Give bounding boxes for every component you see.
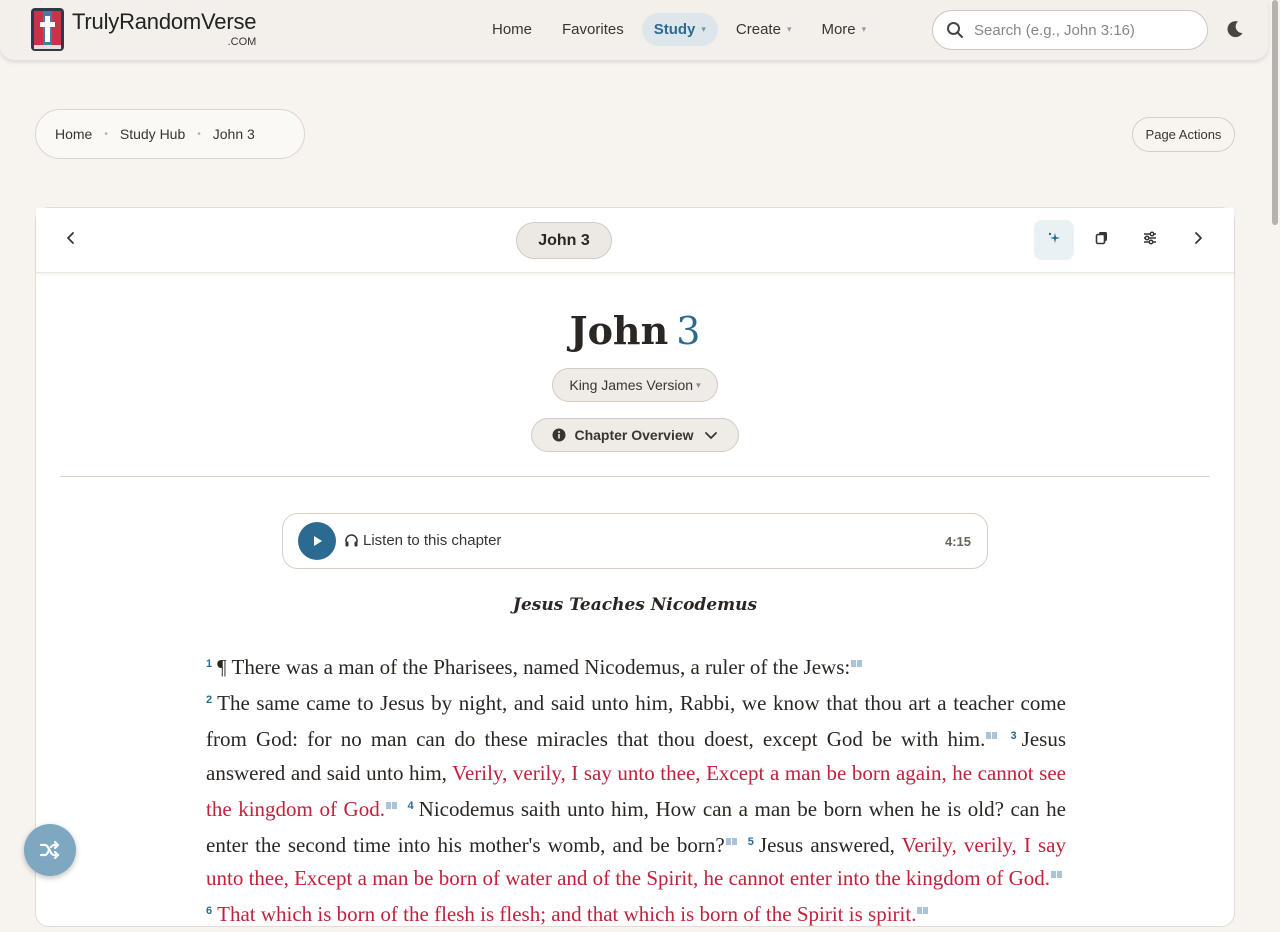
bible-logo-icon (30, 7, 65, 52)
verse-text-segment: Jesus answered, (758, 833, 902, 858)
verse[interactable] (206, 655, 866, 679)
chapter-title (36, 308, 1234, 353)
nav-more[interactable] (809, 13, 878, 46)
book-name: John (569, 308, 669, 353)
breadcrumb-separator: • (197, 128, 201, 140)
copy-icon (1095, 231, 1109, 250)
chapter-toolbar (36, 208, 1234, 273)
play-button[interactable] (298, 522, 336, 560)
book-icon[interactable] (1051, 871, 1062, 878)
verse-number[interactable]: 5 (747, 836, 754, 849)
chapter-number: 3 (676, 309, 701, 353)
site-logo[interactable] (30, 7, 256, 52)
search-icon (946, 21, 964, 39)
page-scrollbar[interactable] (1272, 0, 1278, 225)
nav-create-label: Create (735, 21, 781, 38)
chevron-down-icon: ▾ (861, 24, 867, 34)
section-heading: Jesus Teaches Nicodemus (512, 595, 758, 615)
book-icon[interactable] (917, 907, 928, 914)
nav-home[interactable] (480, 13, 544, 46)
chapter-selector[interactable]: John 3 (516, 222, 612, 259)
book-icon[interactable] (386, 802, 397, 809)
nav-study[interactable] (642, 13, 718, 46)
brand-suffix: .COM (227, 36, 257, 48)
verse-text-segment: ¶ There was a man of the Pharisees, named Nicodemus, a ruler of the Jews: (217, 655, 851, 679)
nav-create[interactable] (724, 13, 804, 46)
verse-text-segment: Nicodemus saith unto him, How can a man be born when he is old? can he enter the second time into his mother's womb, and be born? (206, 796, 1067, 858)
previous-chapter-button[interactable] (51, 220, 91, 260)
site-header (0, 0, 1268, 60)
main-nav (480, 13, 884, 46)
audio-label (344, 532, 501, 549)
breadcrumb-current: John 3 (212, 126, 255, 142)
sparkle-icon (1046, 230, 1062, 251)
shuffle-icon (38, 838, 62, 862)
verse-text-segment: Jesus answered and said unto him, (206, 727, 1067, 785)
nav-favorites[interactable] (550, 13, 636, 46)
version-selector[interactable] (552, 368, 718, 402)
info-icon (552, 428, 566, 442)
chapter-overview-toggle[interactable] (531, 418, 739, 452)
verse[interactable] (206, 691, 1066, 751)
chevron-left-icon (64, 231, 78, 250)
words-of-christ: Verily, verily, I say unto thee, Except a man be born again, he cannot see the kingdom of God. (206, 760, 1066, 821)
verse-number[interactable]: 2 (206, 694, 213, 707)
sliders-icon (1142, 230, 1158, 251)
words-of-christ: That which is born of the flesh is flesh; and that which is born of the Spirit is spirit. (217, 902, 917, 927)
version-label: King James Version (569, 377, 694, 393)
page-actions-button[interactable]: Page Actions (1132, 117, 1235, 152)
verse-number[interactable]: 3 (1010, 730, 1017, 743)
ai-insights-button[interactable] (1034, 220, 1074, 260)
random-verse-button[interactable] (24, 824, 76, 876)
chevron-down-icon: ▾ (786, 24, 792, 34)
chapter-card (35, 207, 1235, 927)
verse-number[interactable]: 4 (407, 799, 414, 812)
verse-number[interactable]: 6 (206, 905, 213, 918)
nav-favorites-label: Favorites (562, 21, 624, 38)
book-icon[interactable] (726, 838, 737, 845)
search-box (932, 10, 1208, 50)
breadcrumb (35, 109, 305, 159)
breadcrumb-study-hub[interactable]: Study Hub (119, 126, 186, 142)
verse-number[interactable]: 1 (206, 658, 213, 670)
nav-home-label: Home (492, 21, 533, 38)
chevron-down-icon: ▾ (701, 24, 706, 34)
nav-more-label: More (821, 21, 856, 38)
book-icon[interactable] (986, 732, 997, 739)
audio-duration: 4:15 (944, 534, 971, 549)
moon-icon[interactable] (1226, 20, 1244, 38)
brand-name: TrulyRandomVerse (72, 9, 257, 34)
chevron-down-icon (704, 428, 718, 442)
book-icon[interactable] (851, 660, 862, 667)
breadcrumb-home[interactable]: Home (55, 126, 93, 142)
verse-text-segment: The same came to Jesus by night, and said unto him, Rabbi, we know that thou art a teacher come from God: for no man can do these miracles that thou doest, except God be with him. (206, 691, 1066, 752)
verse[interactable] (206, 902, 932, 926)
verse-text (206, 648, 1066, 932)
headphones-icon (344, 533, 359, 548)
copy-chapter-button[interactable] (1082, 220, 1122, 260)
caret-down-icon: ▾ (696, 379, 701, 390)
display-settings-button[interactable] (1130, 220, 1170, 260)
play-icon (310, 534, 324, 548)
chevron-right-icon (1191, 231, 1205, 250)
next-chapter-button[interactable] (1178, 220, 1218, 260)
nav-study-label: Study (653, 21, 696, 38)
breadcrumb-separator: • (104, 128, 108, 140)
divider (60, 476, 1210, 477)
chapter-overview-label: Chapter Overview (574, 427, 694, 443)
search-input[interactable] (974, 22, 1194, 39)
words-of-christ: Verily, verily, I say unto thee, Except a man be born of water and of the Spirit, he cannot enter into the kingdom of God. (206, 833, 1066, 891)
audio-label-text: Listen to this chapter (363, 532, 502, 549)
audio-player (282, 513, 988, 569)
